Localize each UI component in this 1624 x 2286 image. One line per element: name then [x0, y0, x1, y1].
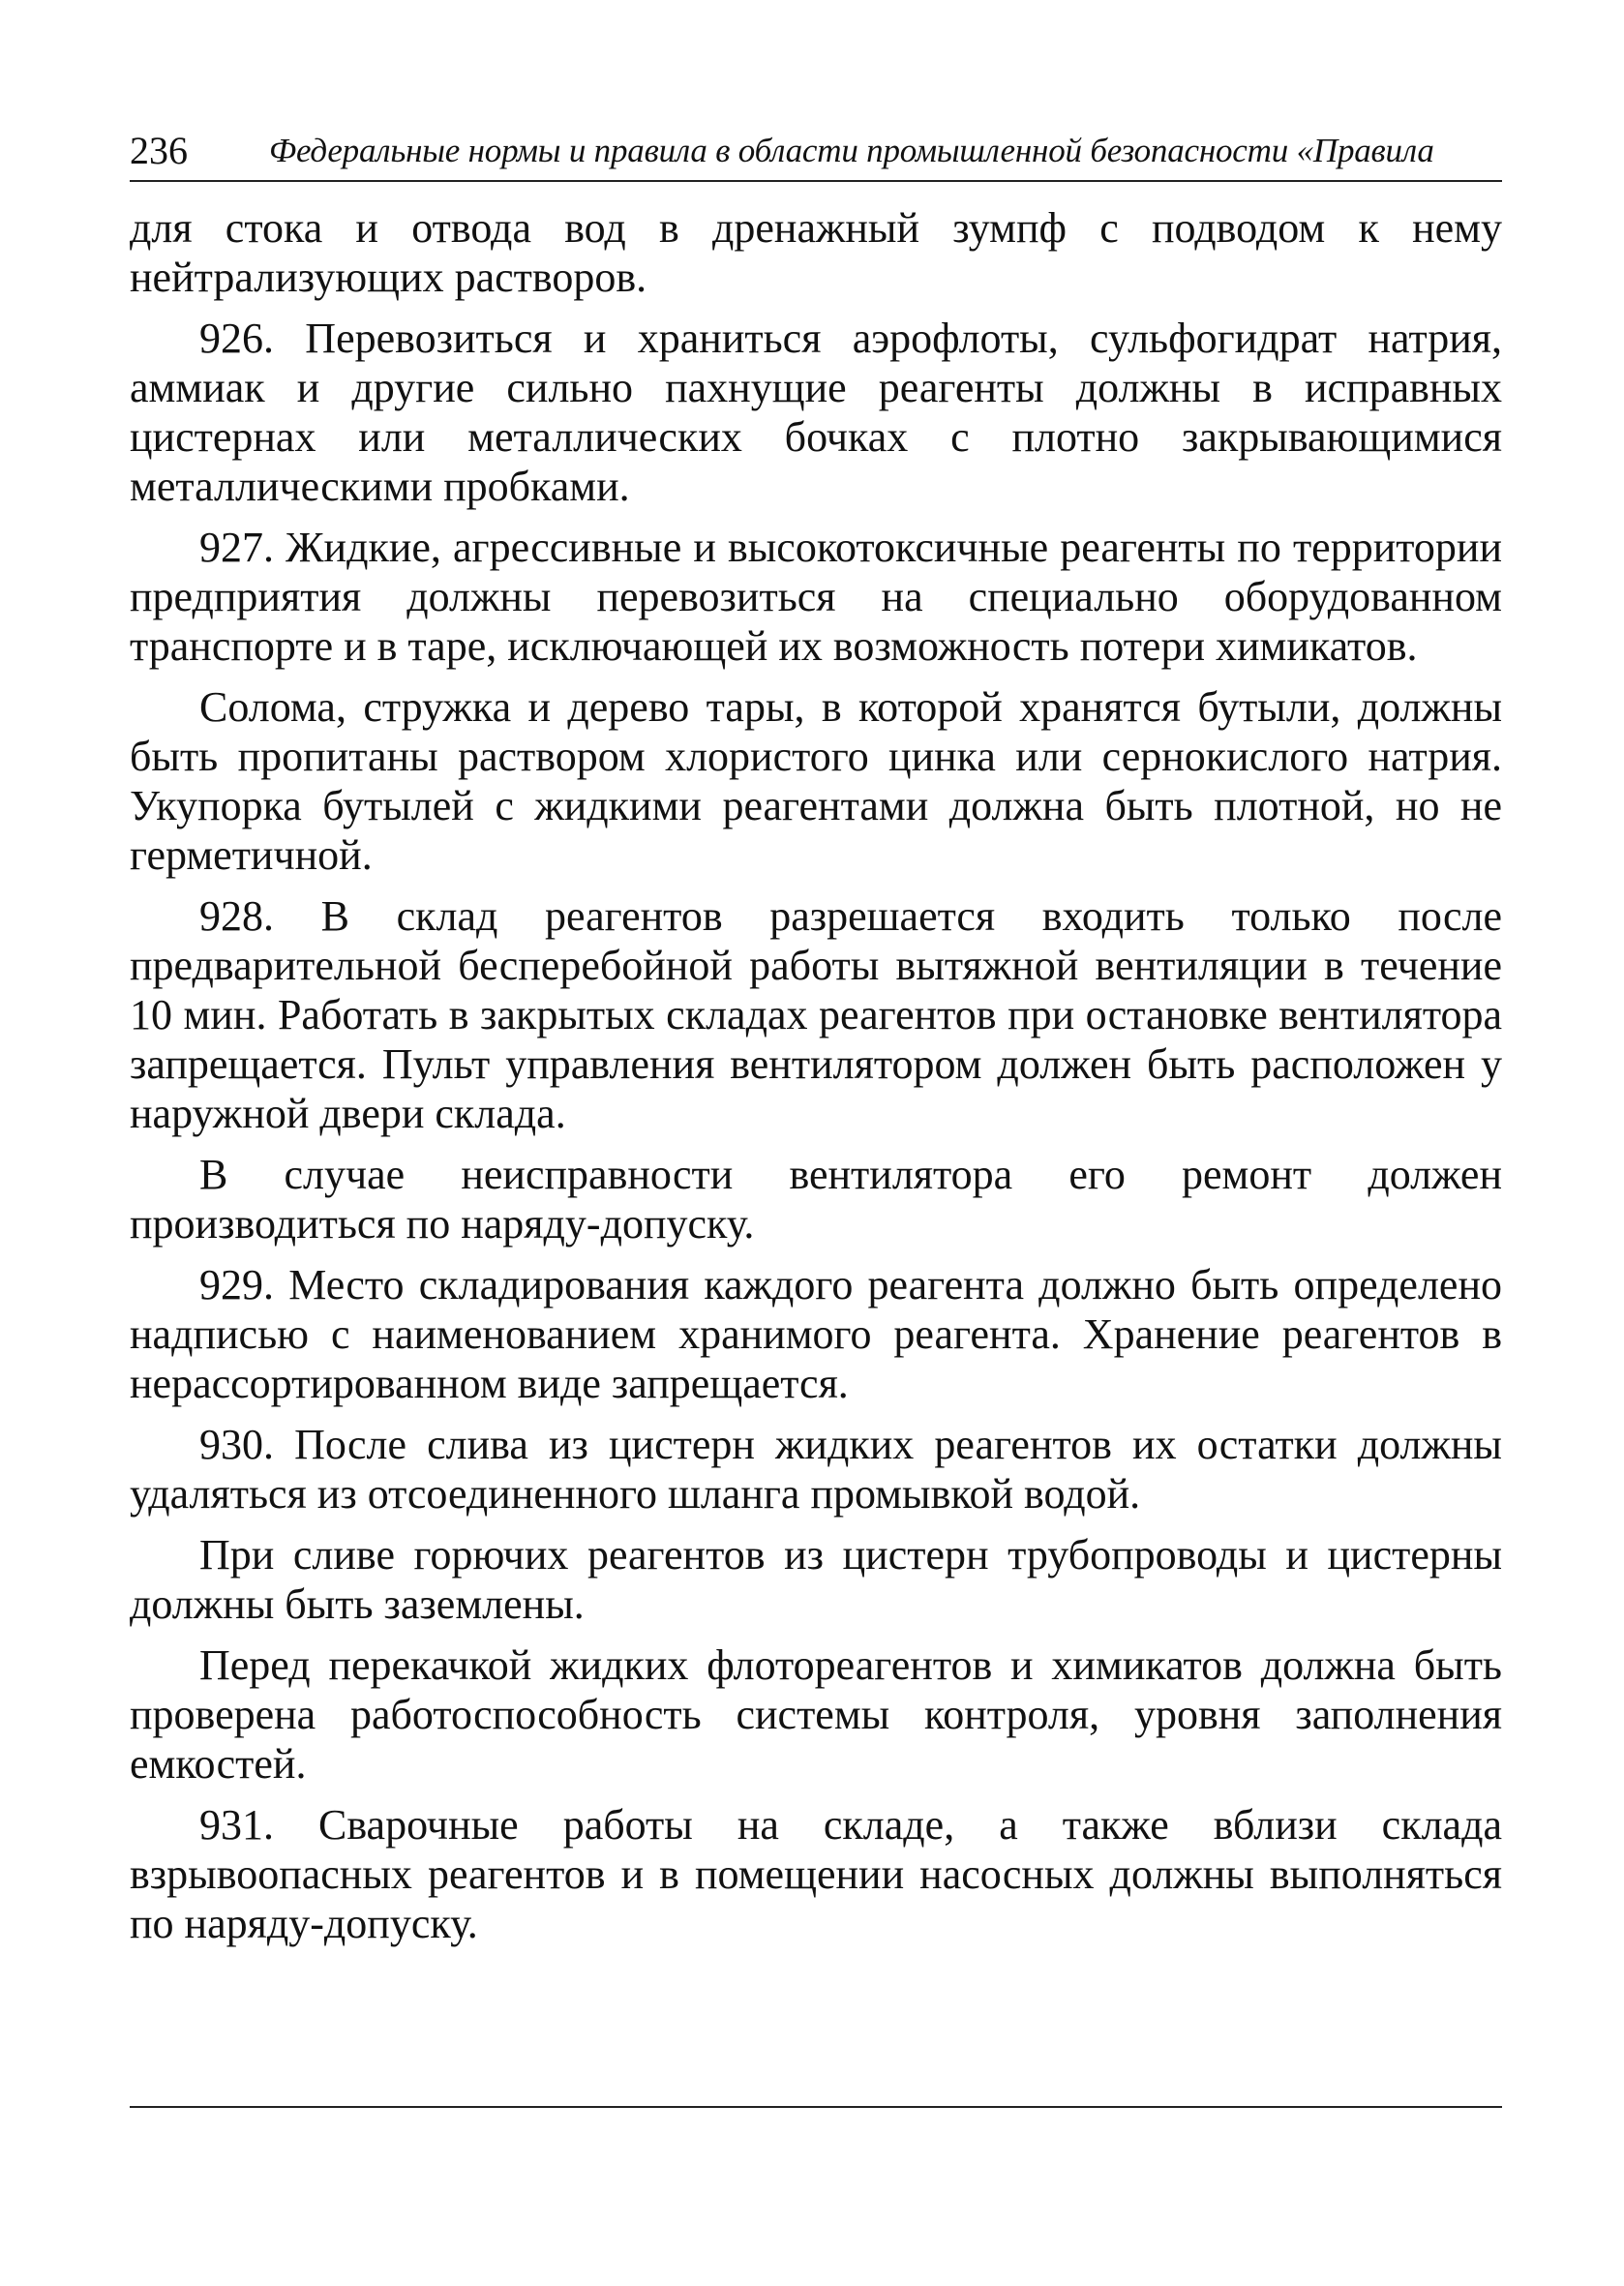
- paragraph-930: 930. После слива из цистерн жидких реагентов их остатки должны удаляться из отсоединенного шланга промывкой водой.: [130, 1421, 1502, 1518]
- paragraph-927-straw: Солома, стружка и дерево тары, в которой хранятся бутыли, должны быть пропитаны раствором хлористого цинка или сернокислого натрия. Укупорка бутылей с жидкими реагентами должна быть плотной, но не герметичной.: [130, 683, 1502, 879]
- paragraph-928-repair: В случае неисправности вентилятора его ремонт должен производиться по наряду-допуску.: [130, 1151, 1502, 1248]
- paragraph-929: 929. Место складирования каждого реагента должно быть определено надписью с наименованием хранимого реагента. Хранение реагентов в нерассортированном виде запрещается.: [130, 1261, 1502, 1407]
- paragraph-931: 931. Сварочные работы на складе, а также вблизи склада взрывоопасных реагентов и в помещении насосных должны выполняться по наряду-допуску.: [130, 1801, 1502, 1947]
- body-text: [130, 203, 1502, 1960]
- paragraph-930-pumping: Перед перекачкой жидких флотореагентов и химикатов должна быть проверена работоспособность системы контроля, уровня заполнения емкостей.: [130, 1641, 1502, 1788]
- paragraph-928: 928. В склад реагентов разрешается входить только после предварительной бесперебойной работы вытяжной вентиляции в течение 10 мин. Работать в закрытых складах реагентов при остановке вентилятора запрещается. Пульт управления вентилятором должен быть расположен у наружной двери склада.: [130, 892, 1502, 1137]
- paragraph-927: 927. Жидкие, агрессивные и высокотоксичные реагенты по территории предприятия должны перевозиться на специально оборудованном транспорте и в таре, исключающей их возможность потери химикатов.: [130, 524, 1502, 670]
- running-title: Федеральные нормы и правила в области промышленной безопасности «Правила: [269, 132, 1434, 169]
- page-header: [130, 122, 1502, 182]
- page-number: 236: [130, 129, 188, 172]
- paragraph-continuation: для стока и отвода вод в дренажный зумпф с подводом к нему нейтрализующих растворов.: [130, 204, 1502, 301]
- paragraph-926: 926. Перевозиться и храниться аэрофлоты, сульфогидрат натрия, аммиак и другие сильно пахнущие реагенты должны в исправных цистернах или металлических бочках с плотно закрывающимися металлическими пробками.: [130, 315, 1502, 510]
- bottom-rule: [130, 2106, 1502, 2108]
- paragraph-930-grounding: При сливе горючих реагентов из цистерн трубопроводы и цистерны должны быть заземлены.: [130, 1531, 1502, 1628]
